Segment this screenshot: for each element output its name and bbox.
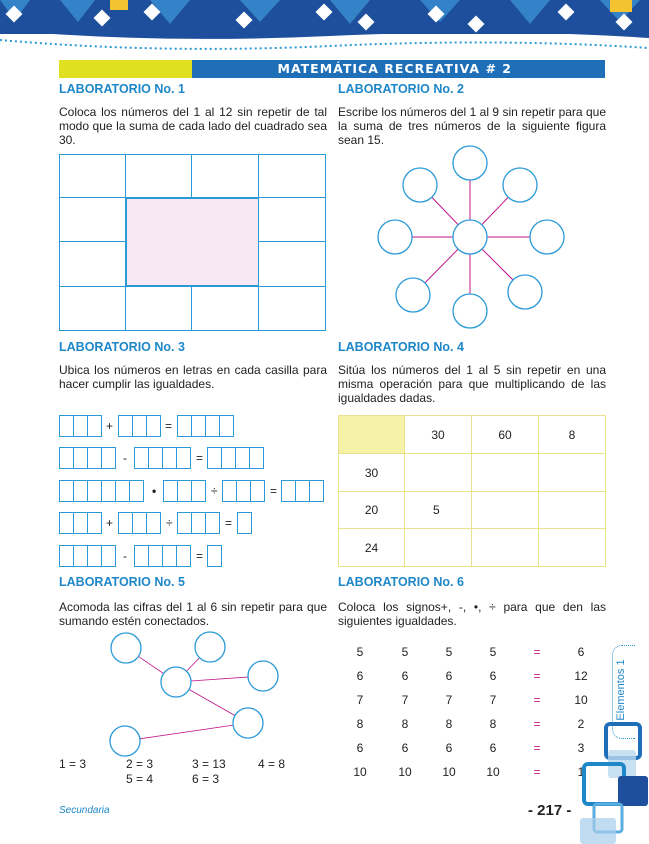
letter-box[interactable] <box>134 447 149 469</box>
letter-box[interactable] <box>101 480 116 502</box>
times-sign: • <box>152 484 157 498</box>
header-bar-yellow <box>59 60 192 78</box>
table-cell[interactable] <box>471 453 539 492</box>
lab5-circle[interactable] <box>233 708 263 738</box>
lab2-circle[interactable] <box>396 278 430 312</box>
letter-box[interactable] <box>118 512 133 534</box>
letter-box[interactable] <box>249 447 264 469</box>
lab2-circle[interactable] <box>403 168 437 202</box>
table-corner <box>338 415 405 454</box>
letter-box[interactable] <box>87 512 102 534</box>
footer-left-label: Secundaria <box>59 805 110 816</box>
lab1-cell[interactable] <box>59 197 126 242</box>
letter-box[interactable] <box>132 415 147 437</box>
letter-box[interactable] <box>146 415 161 437</box>
equals-sign: = <box>270 484 278 498</box>
operand: 10 <box>442 765 456 779</box>
letter-box[interactable] <box>148 545 163 567</box>
lab6-text: Coloca los signos+, -, •, ÷ para que den las siguientes igualdades. <box>338 600 606 628</box>
equals-sign: = <box>533 765 541 779</box>
letter-box[interactable] <box>191 512 206 534</box>
lab2-text: Escribe los números del 1 al 9 sin repetir para que la suma de tres números de la siguiente figura sean 15. <box>338 105 606 147</box>
div-sign: ÷ <box>166 516 173 530</box>
letter-box[interactable] <box>73 480 88 502</box>
operand: 6 <box>445 741 453 755</box>
letter-box[interactable] <box>101 447 116 469</box>
lab1-cell[interactable] <box>258 241 326 287</box>
letter-box[interactable] <box>281 480 296 502</box>
plus-sign: + <box>106 419 114 433</box>
lab5-condition: 1 = 3 <box>59 757 87 771</box>
letter-box[interactable] <box>205 512 220 534</box>
operand: 6 <box>356 669 364 683</box>
letter-box[interactable] <box>132 512 147 534</box>
letter-box[interactable] <box>162 545 177 567</box>
row-header: 24 <box>338 528 405 567</box>
lab5-title: LABORATORIO No. 5 <box>59 575 185 589</box>
equals-sign: = <box>196 549 204 563</box>
lab3-title: LABORATORIO No. 3 <box>59 340 185 354</box>
letter-box[interactable] <box>59 415 74 437</box>
letter-box[interactable] <box>87 480 102 502</box>
letter-box[interactable] <box>148 447 163 469</box>
col-header: 8 <box>538 415 606 454</box>
letter-box[interactable] <box>237 512 252 534</box>
letter-box[interactable] <box>59 545 74 567</box>
operand: 7 <box>489 693 497 707</box>
lab4-text: Sitúa los números del 1 al 5 sin repetir en una misma operación para que multiplicando de las igualdades dadas. <box>338 363 606 405</box>
operand: 5 <box>356 645 364 659</box>
letter-box[interactable] <box>250 480 265 502</box>
page-number: - 217 - <box>528 802 572 819</box>
letter-box[interactable] <box>59 447 74 469</box>
lab1-cell[interactable] <box>258 197 326 242</box>
letter-box[interactable] <box>219 415 234 437</box>
lab2-circle[interactable] <box>508 275 542 309</box>
lab1-cell[interactable] <box>59 154 126 198</box>
letter-box[interactable] <box>73 512 88 534</box>
lab5-graph <box>100 625 300 760</box>
lab5-circle[interactable] <box>161 667 191 697</box>
row-header: 20 <box>338 491 405 529</box>
lab1-cell[interactable] <box>59 241 126 287</box>
letter-box[interactable] <box>87 415 102 437</box>
lab1-center-border <box>126 198 259 286</box>
operand: 8 <box>356 717 364 731</box>
letter-box[interactable] <box>162 447 177 469</box>
corner-decoration <box>578 720 649 844</box>
letter-box[interactable] <box>146 512 161 534</box>
lab1-cell[interactable] <box>258 154 326 198</box>
lab5-condition: 5 = 4 <box>126 772 154 786</box>
row-header: 30 <box>338 453 405 492</box>
letter-box[interactable] <box>115 480 130 502</box>
lab1-cell[interactable] <box>258 286 326 331</box>
operand: 7 <box>401 693 409 707</box>
letter-box[interactable] <box>207 545 222 567</box>
table-cell[interactable] <box>404 528 472 567</box>
operand: 6 <box>489 669 497 683</box>
equals-sign: = <box>533 645 541 659</box>
lab2-circle[interactable] <box>453 294 487 328</box>
letter-box[interactable] <box>163 480 178 502</box>
equals-sign: = <box>165 419 173 433</box>
lab1-text: Coloca los números del 1 al 12 sin repetir de tal modo que la suma de cada lado del cuadrado sea 30. <box>59 105 327 147</box>
letter-box[interactable] <box>176 447 191 469</box>
lab1-title: LABORATORIO No. 1 <box>59 82 185 96</box>
table-cell[interactable] <box>538 528 606 567</box>
lab3-text: Ubica los números en letras en cada casilla para hacer cumplir las igualdades. <box>59 363 327 391</box>
operand: 6 <box>401 669 409 683</box>
lab5-condition: 4 = 8 <box>258 757 286 771</box>
table-cell[interactable] <box>538 491 606 529</box>
result: 12 <box>574 669 588 683</box>
letter-box[interactable] <box>87 545 102 567</box>
letter-box[interactable] <box>295 480 310 502</box>
lab2-star-diagram <box>370 140 580 340</box>
operand: 10 <box>398 765 412 779</box>
lab4-title: LABORATORIO No. 4 <box>338 340 464 354</box>
letter-box[interactable] <box>236 480 251 502</box>
letter-box[interactable] <box>207 447 222 469</box>
operand: 6 <box>445 669 453 683</box>
letter-box[interactable] <box>59 512 74 534</box>
lab1-cell[interactable] <box>191 286 259 331</box>
table-cell[interactable] <box>471 491 539 529</box>
letter-box[interactable] <box>59 480 74 502</box>
equals-sign: = <box>533 741 541 755</box>
result: 2 <box>577 717 585 731</box>
operand: 5 <box>489 645 497 659</box>
table-cell[interactable] <box>404 453 472 492</box>
result: 6 <box>577 645 585 659</box>
operand: 10 <box>353 765 367 779</box>
letter-box[interactable] <box>73 415 88 437</box>
letter-box[interactable] <box>87 447 102 469</box>
lab5-condition: 6 = 3 <box>192 772 220 786</box>
section-title: MATEMÁTICA RECREATIVA # 2 <box>277 61 512 76</box>
lab1-cell[interactable] <box>125 286 192 331</box>
operand: 6 <box>489 741 497 755</box>
operand: 5 <box>401 645 409 659</box>
letter-box[interactable] <box>129 480 144 502</box>
top-decorative-border <box>0 0 649 52</box>
table-cell-given: 5 <box>404 491 472 529</box>
minus-sign: - <box>123 549 127 563</box>
lab6-title: LABORATORIO No. 6 <box>338 575 464 589</box>
result: 10 <box>574 693 588 707</box>
operand: 7 <box>445 693 453 707</box>
lab2-center-circle[interactable] <box>453 220 487 254</box>
equals-sign: = <box>533 669 541 683</box>
equals-sign: = <box>533 717 541 731</box>
lab5-circle[interactable] <box>111 633 141 663</box>
letter-box[interactable] <box>309 480 324 502</box>
equals-sign: = <box>196 451 204 465</box>
letter-box[interactable] <box>205 415 220 437</box>
letter-box[interactable] <box>73 447 88 469</box>
letter-box[interactable] <box>134 545 149 567</box>
lab5-condition: 3 = 13 <box>192 757 226 771</box>
letter-box[interactable] <box>222 480 237 502</box>
equals-sign: = <box>225 516 233 530</box>
letter-box[interactable] <box>177 512 192 534</box>
lab2-circle[interactable] <box>503 168 537 202</box>
lab2-circle[interactable] <box>453 146 487 180</box>
side-tab-label: Elementos 1 <box>615 659 627 721</box>
lab1-cell[interactable] <box>125 154 192 198</box>
lab5-text: Acomoda las cifras del 1 al 6 sin repetir para que sumando estén conectados. <box>59 600 327 628</box>
letter-box[interactable] <box>221 447 236 469</box>
table-cell[interactable] <box>538 453 606 492</box>
result: 3 <box>577 741 585 755</box>
col-header: 30 <box>404 415 472 454</box>
lab5-condition: 2 = 3 <box>126 757 154 771</box>
col-header: 60 <box>471 415 539 454</box>
letter-box[interactable] <box>73 545 88 567</box>
letter-box[interactable] <box>118 415 133 437</box>
table-cell[interactable] <box>471 528 539 567</box>
plus-sign: + <box>106 516 114 530</box>
operand: 8 <box>401 717 409 731</box>
result: 1 <box>577 765 585 779</box>
lab1-cell[interactable] <box>59 286 126 331</box>
operand: 6 <box>401 741 409 755</box>
letter-box[interactable] <box>191 415 206 437</box>
lab2-title: LABORATORIO No. 2 <box>338 82 464 96</box>
letter-box[interactable] <box>176 545 191 567</box>
letter-box[interactable] <box>101 545 116 567</box>
operand: 7 <box>356 693 364 707</box>
operand: 8 <box>489 717 497 731</box>
lab5-circle[interactable] <box>110 726 140 756</box>
minus-sign: - <box>123 451 127 465</box>
letter-box[interactable] <box>235 447 250 469</box>
lab5-circle[interactable] <box>195 632 225 662</box>
lab2-circle[interactable] <box>530 220 564 254</box>
div-sign: ÷ <box>211 484 218 498</box>
equals-sign: = <box>533 693 541 707</box>
letter-box[interactable] <box>191 480 206 502</box>
lab2-circle[interactable] <box>378 220 412 254</box>
operand: 8 <box>445 717 453 731</box>
operand: 10 <box>486 765 500 779</box>
letter-box[interactable] <box>177 480 192 502</box>
lab1-cell[interactable] <box>191 154 259 198</box>
operand: 5 <box>445 645 453 659</box>
lab5-circle[interactable] <box>248 661 278 691</box>
letter-box[interactable] <box>177 415 192 437</box>
operand: 6 <box>356 741 364 755</box>
